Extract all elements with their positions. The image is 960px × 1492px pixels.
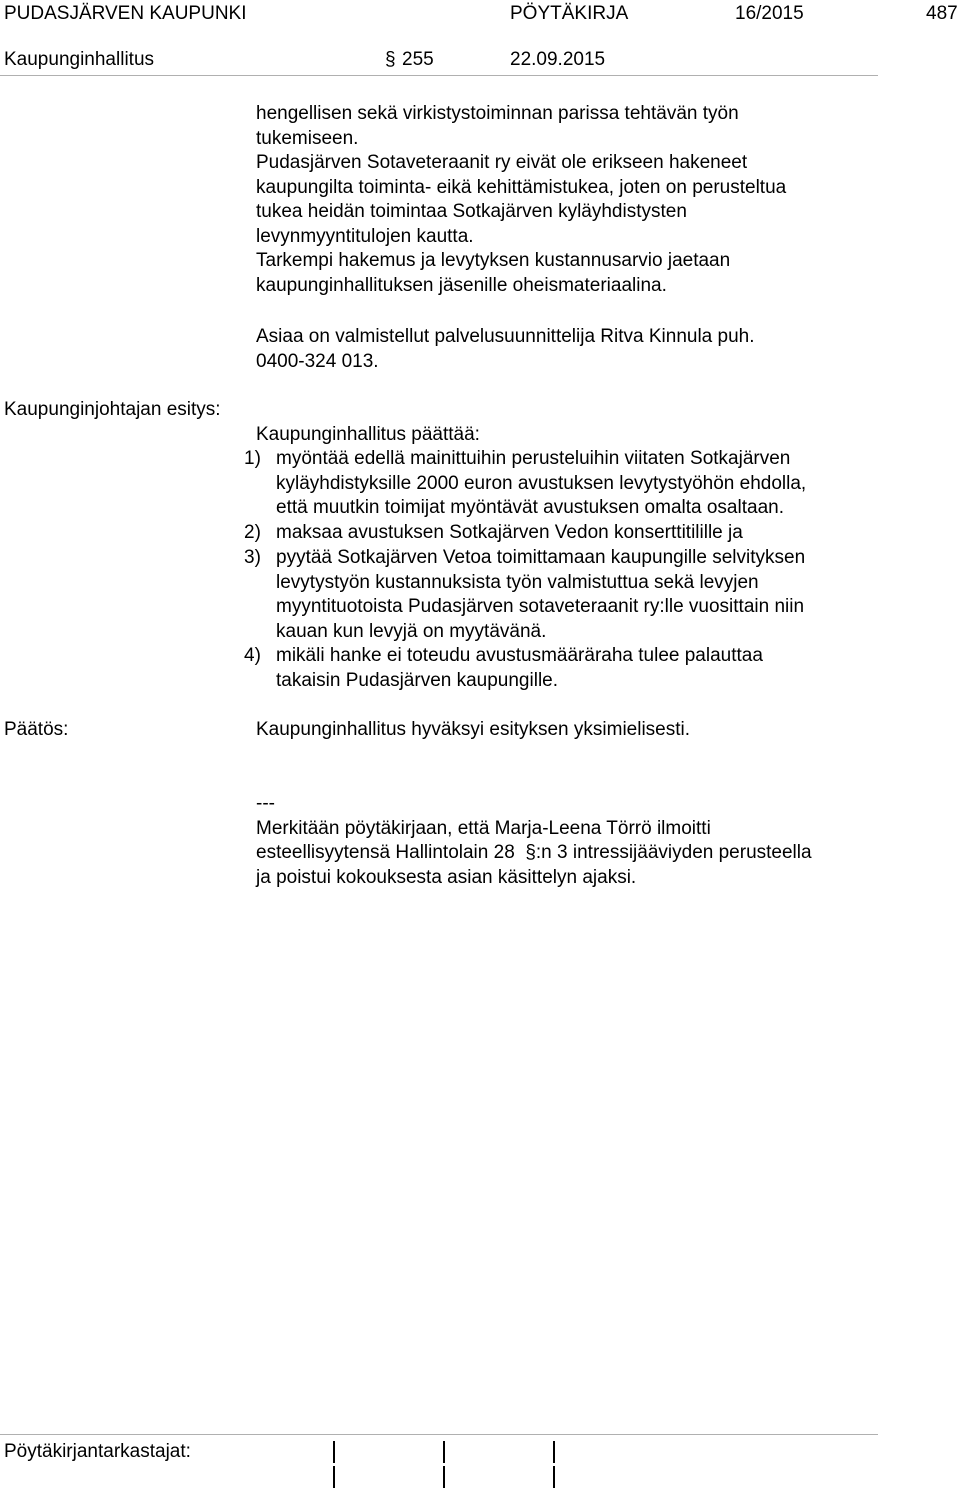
- header-divider: [0, 75, 878, 76]
- item-number: 2): [244, 522, 261, 543]
- signature-box-divider: [333, 1466, 335, 1488]
- item-number: 4): [244, 645, 261, 666]
- item-line: pyytää Sotkajärven Vetoa toimittamaan kaupungille selvityksen: [276, 547, 806, 568]
- note-line: [256, 841, 896, 866]
- signature-box-divider: [333, 1441, 335, 1463]
- section-number: 255: [402, 49, 434, 70]
- signature-box-divider: [443, 1441, 445, 1463]
- issue-number: 16/2015: [735, 3, 804, 24]
- item-line: kyläyhdistyksille 2000 euron avustuksen levytystyöhön ehdolla,: [276, 472, 807, 494]
- section-symbol: §: [525, 842, 536, 863]
- item-text: [276, 546, 805, 644]
- intro-line: kaupunginhallituksen jäsenille oheismateriaalina.: [256, 274, 667, 296]
- governing-body: Kaupunginhallitus: [4, 49, 155, 70]
- prepared-line: 0400-324 013.: [256, 350, 379, 372]
- intro-line: hengellisen sekä virkistystoiminnan parissa tehtävän työn: [256, 103, 739, 124]
- item-line: että muutkin toimijat myöntävät avustuksen omalta osaltaan.: [276, 497, 784, 518]
- item-line: levytystyön kustannuksista työn valmistuttua sekä levyjen: [276, 571, 759, 593]
- intro-line: kaupungilta toiminta- eikä kehittämistukea, joten on perusteltua: [256, 176, 787, 198]
- footer-divider: [0, 1434, 878, 1435]
- meeting-date: 22.09.2015: [510, 49, 606, 70]
- item-line: myyntituotoista Pudasjärven sotaveteraanit ry:lle vuosittain niin: [276, 596, 805, 617]
- note-separator: ---: [256, 793, 275, 814]
- signature-box-divider: [443, 1466, 445, 1488]
- prepared-line: Asiaa on valmistellut palvelusuunnittelija Ritva Kinnula puh.: [256, 326, 755, 347]
- intro-line: tukea heidän toimintaa Sotkajärven kyläyhdistysten: [256, 201, 687, 222]
- intro-line: levynmyyntitulojen kautta.: [256, 225, 474, 247]
- footer-label: Pöytäkirjantarkastajat:: [4, 1441, 191, 1462]
- organization-name: PUDASJÄRVEN KAUPUNKI: [4, 3, 247, 24]
- item-line: kauan kun levyjä on myytävänä.: [276, 620, 547, 642]
- item-line: mikäli hanke ei toteudu avustusmääräraha tulee palauttaa: [276, 645, 763, 666]
- item-text: [276, 644, 763, 693]
- note-text: :n 3 intressijääviyden perusteella: [535, 842, 812, 863]
- item-line: takaisin Pudasjärven kaupungille.: [276, 669, 559, 691]
- item-number: 3): [244, 547, 261, 568]
- signature-box-divider: [553, 1466, 555, 1488]
- item-number: 1): [244, 448, 261, 469]
- note-paragraph: [256, 792, 896, 890]
- decision-label: Päätös:: [4, 719, 69, 740]
- decision-text: Kaupunginhallitus hyväksyi esityksen yksimielisesti.: [256, 719, 691, 740]
- section-symbol: §: [385, 49, 396, 70]
- note-text: esteellisyytensä Hallintolain 28: [256, 842, 515, 863]
- intro-paragraph: [256, 102, 896, 298]
- prepared-by-paragraph: [256, 325, 896, 374]
- note-line: Merkitään pöytäkirjaan, että Marja-Leena Törrö ilmoitti: [256, 817, 711, 839]
- intro-line: Tarkempi hakemus ja levytyksen kustannusarvio jaetaan: [256, 250, 731, 271]
- intro-line: Pudasjärven Sotaveteraanit ry eivät ole erikseen hakeneet: [256, 152, 748, 173]
- item-line: maksaa avustuksen Sotkajärven Vedon konserttitilille ja: [276, 522, 743, 543]
- item-line: myöntää edellä mainittuihin perusteluihin viitaten Sotkajärven: [276, 448, 791, 469]
- proposal-label: Kaupunginjohtajan esitys:: [4, 399, 221, 420]
- item-text: [276, 521, 743, 546]
- document-type: PÖYTÄKIRJA: [510, 3, 629, 24]
- signature-box-divider: [553, 1441, 555, 1463]
- page-number: 487: [926, 3, 958, 24]
- item-text: [276, 447, 806, 521]
- intro-line: tukemiseen.: [256, 127, 359, 149]
- proposal-intro: Kaupunginhallitus päättää:: [256, 424, 480, 445]
- note-line: ja poistui kokouksesta asian käsittelyn ajaksi.: [256, 866, 637, 888]
